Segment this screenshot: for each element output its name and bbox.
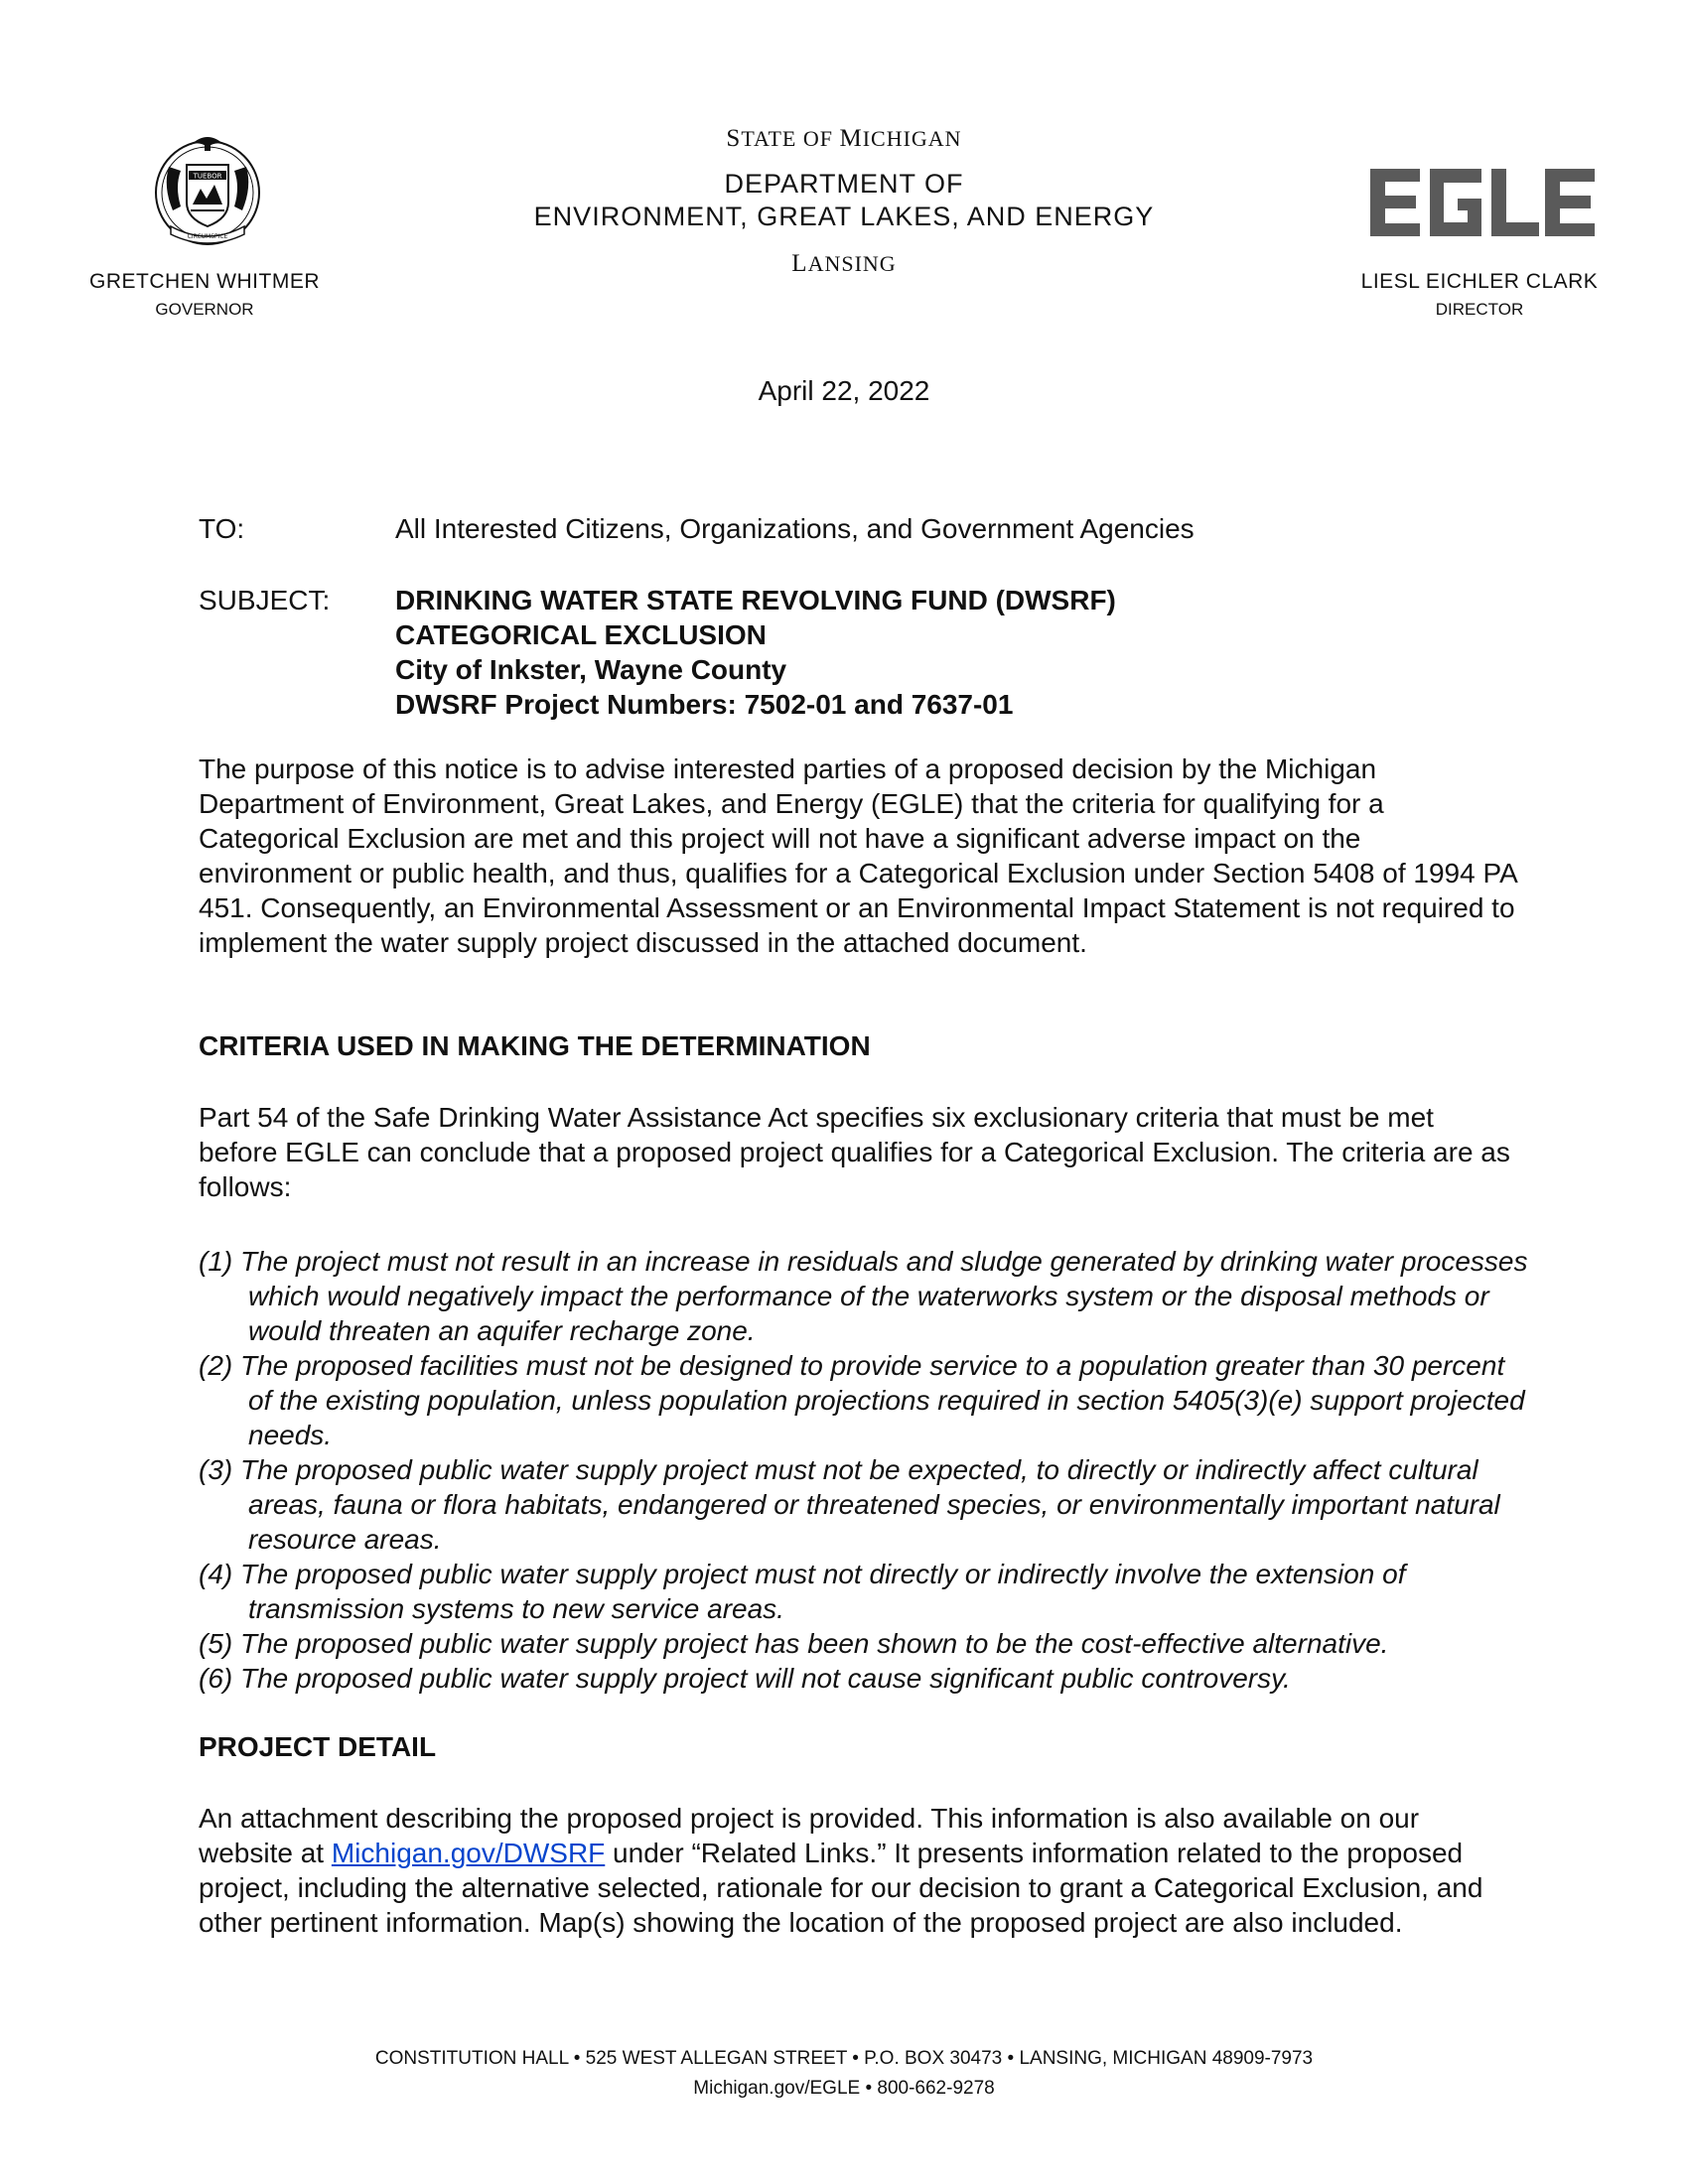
list-item: (5) The proposed public water supply project has been shown to be the cost-effective alternative.: [199, 1628, 1389, 1659]
intro-paragraph: The purpose of this notice is to advise interested parties of a proposed decision by the Michigan Department of Environment, Great Lakes, and Energy (EGLE) that the criteria for qualifying for a Categorical Exclusion are met and this project will not have a significant adverse impact on the environment or public health, and thus, qualifies for a Categorical Exclusion under Section 5408 of 1994 PA 451. Consequently, an Environmental Assessment or an Environmental Impact Statement is not required to implement the water supply project discussed in the attached document.: [199, 753, 1517, 958]
list-item: (3) The proposed public water supply project must not be expected, to directly or indirectly affect cultural areas, fauna or flora habitats, endangered or threatened species, or environmentally important natural resource areas.: [199, 1454, 1500, 1555]
footer-address: CONSTITUTION HALL • 525 WEST ALLEGAN STREET • P.O. BOX 30473 • LANSING, MICHIGAN 48909-7973: [374, 2048, 1314, 2069]
office-city: LANSING: [791, 250, 897, 277]
governor-name: GRETCHEN WHITMER: [89, 270, 320, 293]
subject-line: City of Inkster, Wayne County: [395, 654, 787, 685]
seal-motto-bottom: CIRCUMSPICE: [187, 233, 228, 240]
criteria-list: [199, 1244, 1529, 1696]
seal-motto-top: TUEBOR: [193, 172, 222, 181]
list-item: (4) The proposed public water supply project must not directly or indirectly involve the extension of transmission systems to new service areas.: [199, 1559, 1406, 1624]
michigan-state-seal-icon: [149, 127, 266, 250]
subject-lines: [395, 583, 1116, 722]
state-of-michigan-header: STATE OF MICHIGAN: [726, 125, 962, 152]
to-value: All Interested Citizens, Organizations, and Government Agencies: [395, 513, 1195, 544]
subject-line: DRINKING WATER STATE REVOLVING FUND (DWSRF): [395, 585, 1116, 615]
director-title: DIRECTOR: [1435, 300, 1524, 319]
subject-line: CATEGORICAL EXCLUSION: [395, 619, 767, 650]
criteria-heading: CRITERIA USED IN MAKING THE DETERMINATION: [199, 1030, 871, 1061]
egle-logo: [1370, 169, 1595, 236]
footer-contact: Michigan.gov/EGLE • 800-662-9278: [693, 2078, 995, 2099]
director-name: LIESL EICHLER CLARK: [1360, 270, 1599, 293]
department-name-line1: DEPARTMENT OF: [724, 169, 964, 199]
to-label: TO:: [199, 513, 245, 544]
subject-line: DWSRF Project Numbers: 7502-01 and 7637-01: [395, 689, 1014, 720]
subject-label: SUBJECT:: [199, 585, 331, 615]
list-item: (1) The project must not result in an increase in residuals and sludge generated by drinking water processes which would negatively impact the performance of the waterworks system or the disposal methods or would threaten an aquifer recharge zone.: [199, 1246, 1528, 1346]
department-name-line2: ENVIRONMENT, GREAT LAKES, AND ENERGY: [533, 202, 1155, 231]
list-item: (6) The proposed public water supply project will not cause significant public controversy.: [199, 1663, 1291, 1694]
governor-title: GOVERNOR: [155, 300, 254, 319]
project-detail-heading: PROJECT DETAIL: [199, 1731, 437, 1762]
list-item: (2) The proposed facilities must not be designed to provide service to a population greater than 30 percent of the existing population, unless population projections required in section 5405(3)(e) support projected needs.: [199, 1350, 1525, 1450]
letter-date: April 22, 2022: [758, 375, 930, 406]
dwsrf-website-link[interactable]: Michigan.gov/DWSRF: [331, 1838, 606, 1868]
project-detail-paragraph: An attachment describing the proposed project is provided. This information is also available on our website at Michigan.gov/DWSRF under “Related Links.” It presents information related to the proposed project, including the alternative selected, rationale for our decision to grant a Categorical Exclusion, and other pertinent information. Map(s) showing the location of the proposed project are also included.: [199, 1803, 1483, 1938]
criteria-intro: Part 54 of the Safe Drinking Water Assistance Act specifies six exclusionary criteria that must be met before EGLE can conclude that a proposed project qualifies for a Categorical Exclusion. The criteria are as follows:: [199, 1102, 1510, 1202]
